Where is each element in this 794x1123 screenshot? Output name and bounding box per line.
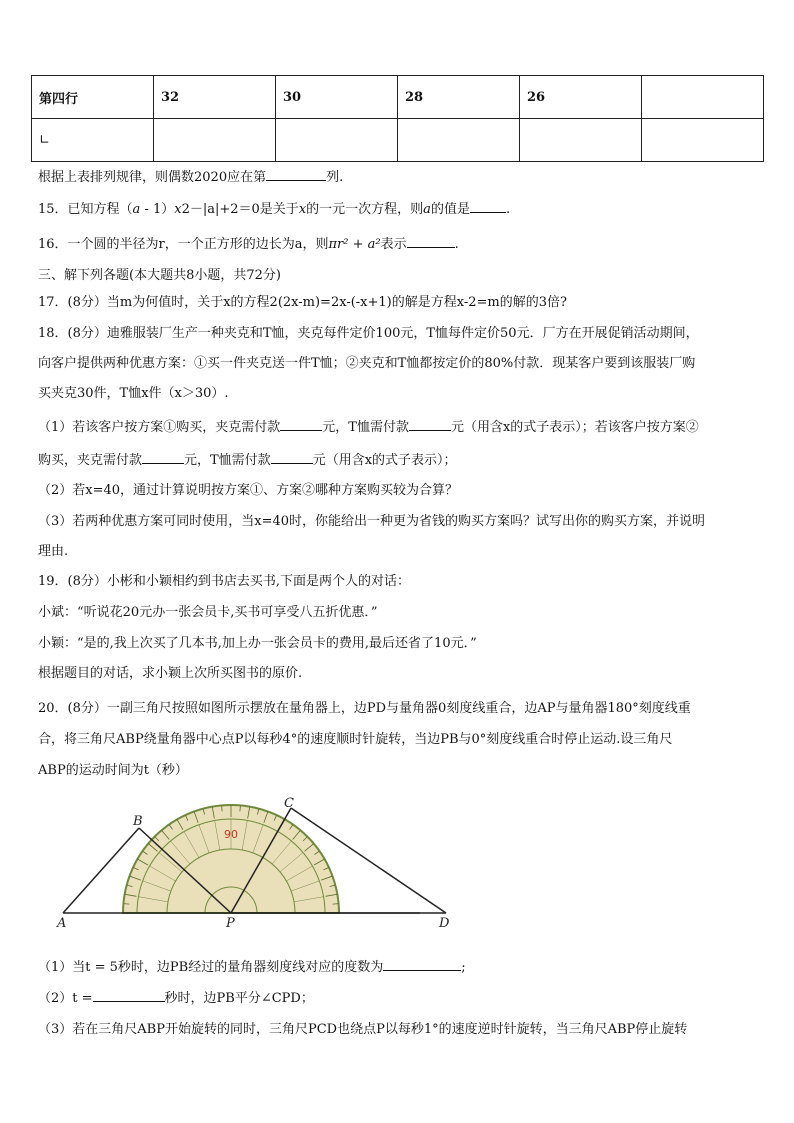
point-c-label: C — [284, 796, 294, 811]
table-cell — [276, 119, 398, 162]
protractor-tick — [123, 904, 129, 905]
section-heading: 三、解下列各题(本大题共8小题，共72分) — [38, 268, 281, 283]
point-p-label: P — [226, 916, 235, 931]
question-19: 19．(8分）小彬和小颖相约到书店去买书,下面是两个人的对话： — [38, 574, 411, 589]
question-18: 18．(8分）迪雅服装厂生产一种夹克和T恤，夹克每件定价100元，T恤每件定价50元．厂方在开展促销活动期间， — [38, 326, 699, 341]
answer-blank — [280, 418, 322, 431]
question-18-part2: （2）若x=40，通过计算说明按方案①、方案②哪种方案购买较为合算？ — [38, 483, 459, 498]
answer-blank — [93, 989, 165, 1002]
question-19-prompt: 根据题目的对话，求小颖上次所买图书的原价. — [38, 666, 303, 681]
answer-blank — [383, 958, 461, 971]
table-cell — [642, 76, 764, 119]
table-row — [32, 119, 764, 162]
table-cell: 32 — [154, 76, 276, 119]
answer-blank — [271, 451, 313, 464]
table-cell — [154, 119, 276, 162]
answer-blank — [409, 418, 451, 431]
question-18-cont: 向客户提供两种优惠方案：①买一件夹克送一件T恤；②夹克和T恤都按定价的80%付款．现某客户要到该服装厂购 — [38, 356, 696, 371]
table-cell — [398, 119, 520, 162]
protractor-tick — [240, 805, 241, 811]
answer-blank — [266, 168, 326, 181]
question-18-part3-cont: 理由. — [38, 544, 69, 559]
question-17: 17．(8分）当m为何值时，关于x的方程2(2x-m)=2x-(-x+1)的解是方程x-2=m的解的3倍? — [38, 295, 567, 310]
row-label: ∟ — [32, 119, 154, 162]
question-20-part2: （2）t = 秒时，边PB平分∠CPD； — [38, 991, 314, 1006]
table-cell — [520, 119, 642, 162]
protractor-90-label: 90 — [224, 828, 238, 841]
number-pattern-table — [31, 75, 764, 162]
protractor-tick — [222, 805, 223, 811]
protractor-triangle-figure — [55, 796, 475, 931]
answer-blank — [142, 451, 184, 464]
question-18-part1: （1）若该客户按方案①购买，夹克需付款 元，T恤需付款 元（用含x的式子表示）；若该客户按方案② — [38, 420, 699, 435]
dialogue-line: 小颖：“是的,我上次买了几本书,加上办一张会员卡的费用,最后还省了10元．” — [38, 636, 477, 651]
question-20-cont: ABP的运动时间为t（秒） — [38, 763, 188, 778]
table-cell: 28 — [398, 76, 520, 119]
answer-blank — [407, 235, 455, 248]
question-16: 16．一个圆的半径为r，一个正方形的边长为a，则πr² + a²表示 . — [38, 237, 459, 252]
row-label: 第四行 — [32, 76, 154, 119]
question-20-part1: （1）当t = 5秒时，边PB经过的量角器刻度线对应的度数为 ; — [38, 960, 466, 975]
question-18-cont: 买夹克30件，T恤x件（x＞30）. — [38, 386, 229, 401]
question-18-part3: （3）若两种优惠方案可同时使用，当x=40时，你能给出一种更为省钱的购买方案吗？试写出你的购买方案，并说明 — [38, 514, 706, 529]
table-cell: 26 — [520, 76, 642, 119]
table-row — [32, 76, 764, 119]
question-20-cont: 合，将三角尺ABP绕量角器中心点P以每秒4°的速度顺时针旋转，当边PB与0°刻度线重合时停止运动.设三角尺 — [38, 732, 673, 747]
question-20: 20．(8分）一副三角尺按照如图所示摆放在量角器上，边PD与量角器0刻度线重合，边AP与量角器180°刻度线重 — [38, 701, 691, 716]
question-20-part3: （3）若在三角尺ABP开始旋转的同时，三角尺PCD也绕点P以每秒1°的速度逆时针旋转，当三角尺ABP停止旋转 — [38, 1022, 688, 1037]
point-d-label: D — [439, 916, 450, 931]
question-15: 15．已知方程（a - 1）x2－|a|+2＝0是关于x的一元一次方程，则a的值是 . — [38, 202, 511, 217]
table-question-line: 根据上表排列规律，则偶数2020应在第 列. — [38, 170, 344, 185]
protractor-tick — [333, 904, 339, 905]
point-a-label: A — [57, 916, 67, 931]
table-cell: 30 — [276, 76, 398, 119]
answer-blank — [470, 200, 506, 213]
table-cell — [642, 119, 764, 162]
dialogue-line: 小斌：“听说花20元办一张会员卡,买书可享受八五折优惠．” — [38, 605, 378, 620]
point-b-label: B — [133, 814, 143, 829]
question-18-part1-cont: 购买，夹克需付款 元，T恤需付款 元（用含x的式子表示）； — [38, 453, 457, 468]
